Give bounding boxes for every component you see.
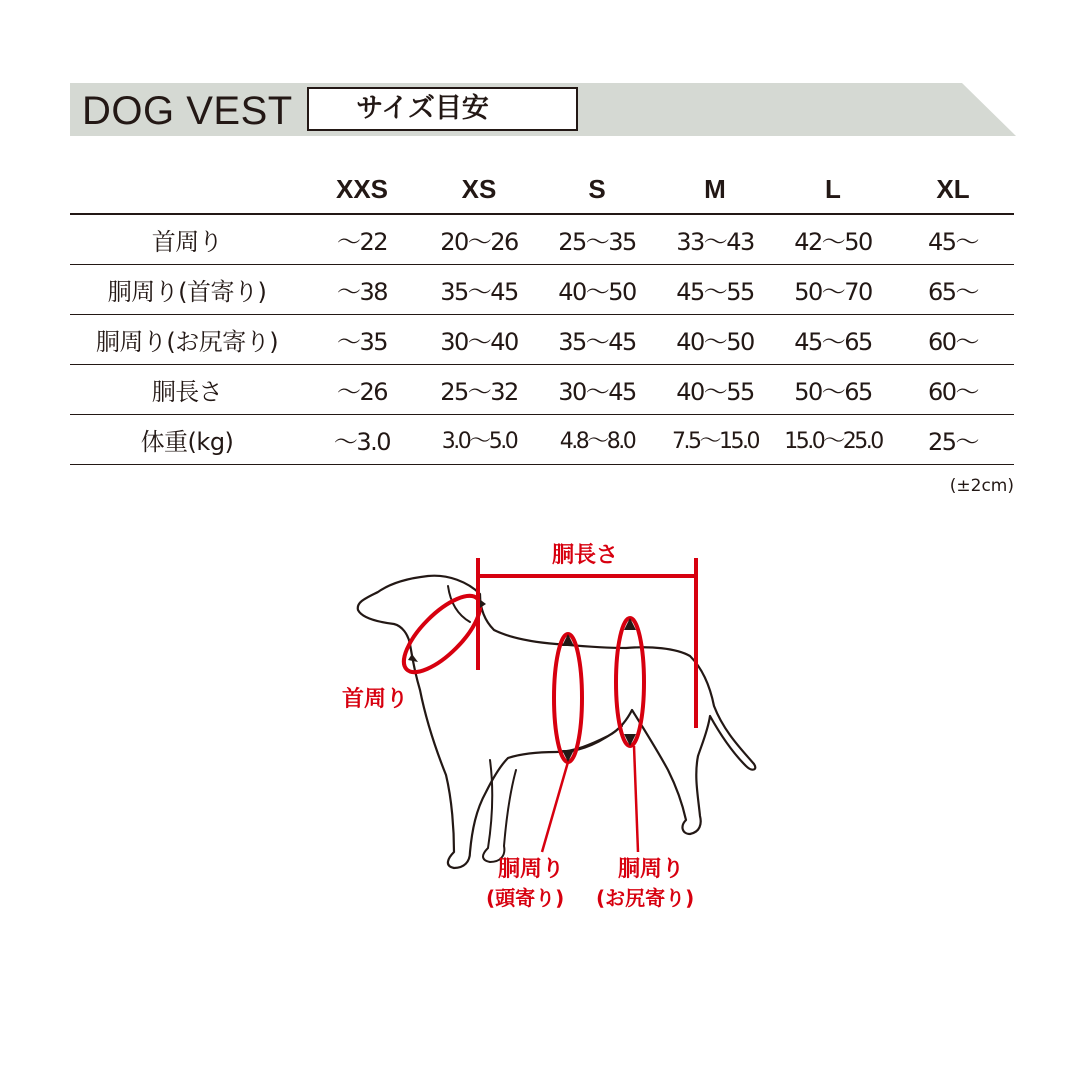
table-cell: 33〜43 [656,214,774,265]
size-header-xxs: XXS [304,165,420,214]
table-cell: 25〜35 [538,214,656,265]
table-cell: 60〜 [892,315,1014,365]
dog-belly-line [566,726,622,752]
table-cell: 45〜55 [656,265,774,315]
chest-rear-arrow-icon [624,618,636,746]
row-label-chest-rear: 胴周り(お尻寄り) [70,315,304,365]
header-blank [70,165,304,214]
size-table [70,165,1014,465]
table-cell: 45〜 [892,214,1014,265]
chest-rear-pointer-line [634,746,638,852]
table-row [70,415,1014,465]
table-cell: 15.0〜25.0 [774,415,892,465]
table-cell: 60〜 [892,365,1014,415]
table-cell: 20〜26 [420,214,538,265]
chest-front-label-line2: (頭寄り) [486,886,565,910]
chest-front-arrow-icon [562,634,574,762]
table-cell: 30〜40 [420,315,538,365]
table-cell: 〜3.0 [304,415,420,465]
size-header-m: M [656,165,774,214]
dog-inner-leg [483,760,516,862]
row-label-chest-front: 胴周り(首寄り) [70,265,304,315]
chest-rear-measure-ring [616,618,644,746]
table-cell: 65〜 [892,265,1014,315]
table-cell: 〜38 [304,265,420,315]
table-cell: 35〜45 [538,315,656,365]
table-cell: 50〜65 [774,365,892,415]
size-guide-title: サイズ目安 [307,87,578,131]
table-cell: 25〜 [892,415,1014,465]
table-cell: 〜26 [304,365,420,415]
table-cell: 〜22 [304,214,420,265]
table-cell: 40〜50 [538,265,656,315]
table-cell: 4.8〜8.0 [538,415,656,465]
neck-label: 首周り [342,687,409,712]
tolerance-note: (±2cm) [949,476,1014,496]
measurement-diagram [330,530,790,930]
table-cell: 42〜50 [774,214,892,265]
table-row [70,315,1014,365]
table-cell: 35〜45 [420,265,538,315]
size-header-xl: XL [892,165,1014,214]
row-label-neck: 首周り [70,214,304,265]
size-header-l: L [774,165,892,214]
body-length-label: 胴長さ [552,543,619,568]
chest-front-label-line1: 胴周り [498,857,565,882]
table-cell: 7.5〜15.0 [656,415,774,465]
size-header-s: S [538,165,656,214]
table-row [70,365,1014,415]
table-cell: 25〜32 [420,365,538,415]
size-header-xs: XS [420,165,538,214]
table-cell: 40〜50 [656,315,774,365]
table-cell: 3.0〜5.0 [420,415,538,465]
table-cell: 40〜55 [656,365,774,415]
chest-rear-label-line1: 胴周り [618,857,685,882]
table-cell: 50〜70 [774,265,892,315]
product-title: DOG VEST [82,89,293,133]
row-label-weight: 体重(kg) [70,415,304,465]
table-cell: 45〜65 [774,315,892,365]
chest-front-pointer-line [542,762,568,852]
table-row [70,265,1014,315]
chest-front-measure-ring [554,634,582,762]
table-cell: 30〜45 [538,365,656,415]
chest-rear-label-line2: (お尻寄り) [596,886,695,910]
row-label-body-length: 胴長さ [70,365,304,415]
table-row [70,214,1014,265]
size-header-row [70,165,1014,214]
table-cell: 〜35 [304,315,420,365]
